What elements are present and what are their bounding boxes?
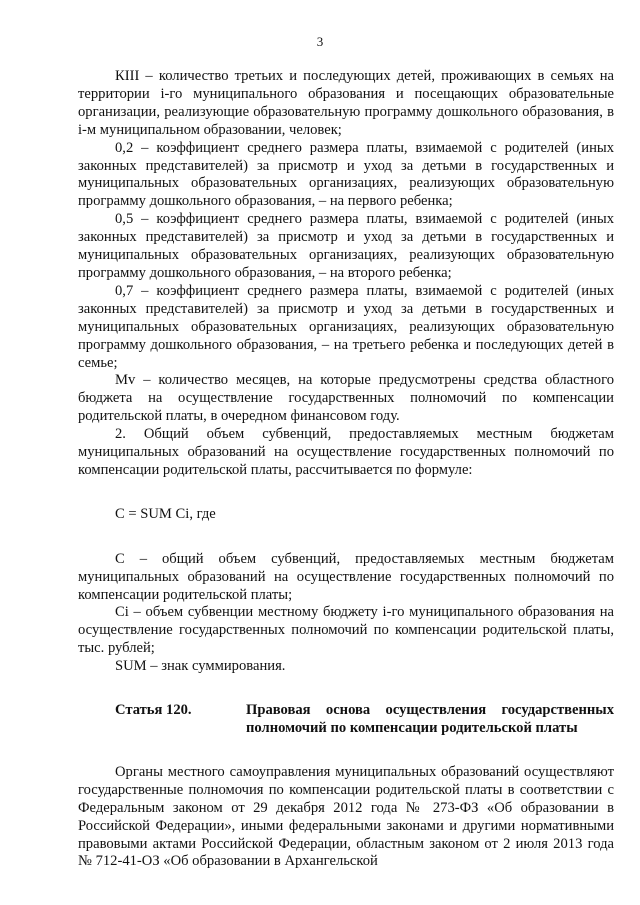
spacer xyxy=(78,676,614,702)
article-number: Статья 120. xyxy=(115,702,192,719)
paragraph-article-body: Органы местного самоуправления муниципальных образований осуществляют государственные полномочия по компенсации родительской платы в соответствии с Федеральным законом от 29 декабря 2012 года № 273-ФЗ «Об образовании в Российской Федерации», иными федеральными законами и другими нормативными правовыми актами Российской Федерации, областным законом от 2 июля 2013 года № 712-41-ОЗ «Об образовании в Архангельской xyxy=(78,763,614,870)
paragraph-coef-0-2: 0,2 – коэффициент среднего размера платы, взимаемой с родителей (иных законных представителей) за присмотр и уход за детьми в государственных и муниципальных образовательных организациях, реализующих образовательную программу дошкольного образования, – на первого ребенка; xyxy=(78,139,614,210)
paragraph-ci-definition: Сi – объем субвенции местному бюджету i-го муниципального образования на осуществление государственных полномочий по компенсации родительской платы, тыс. рублей; xyxy=(78,604,614,657)
article-heading xyxy=(78,702,614,738)
paragraph-months-definition: Мv – количество месяцев, на которые предусмотрены средства областного бюджета на осуществление государственных полномочий по компенсации родительской платы, в очередном финансовом году. xyxy=(78,372,614,425)
article-title: Правовая основа осуществления государственных полномочий по компенсации родительской платы xyxy=(246,702,614,736)
paragraph-coef-0-7: 0,7 – коэффициент среднего размера платы, взимаемой с родителей (иных законных представителей) за присмотр и уход за детьми в государственных и муниципальных образовательных организациях, реализующих образовательную программу дошкольного образования, – на третьего ребенка и последующих детей в семье; xyxy=(78,282,614,371)
page-number: 3 xyxy=(316,34,324,49)
paragraph-coef-0-5: 0,5 – коэффициент среднего размера платы, взимаемой с родителей (иных законных представителей) за присмотр и уход за детьми в государственных и муниципальных образовательных организациях, реализующих образовательную программу дошкольного образования, – на второго ребенка; xyxy=(78,211,614,281)
paragraph-clause-2: 2. Общий объем субвенций, предоставляемых местным бюджетам муниципальных образований на осуществление государственных полномочий по компенсации родительской платы, рассчитывается по формуле: xyxy=(78,426,614,478)
document-body xyxy=(78,68,614,871)
formula: С = SUM Сi, где xyxy=(115,505,216,522)
paragraph-sum-definition: SUM – знак суммирования. xyxy=(115,658,286,675)
spacer xyxy=(78,738,614,764)
paragraph-k3-definition: КIII – количество третьих и последующих детей, проживающих в семьях на территории i-го муниципального образования и посещающих образовательные организации, реализующие образовательную программу дошкольного образования, в i-м муниципальном образовании, человек; xyxy=(78,68,614,138)
paragraph-c-definition: С – общий объем субвенций, предоставляемых местным бюджетам муниципальных образований на осуществление государственных полномочий по компенсации родительской платы; xyxy=(78,550,614,603)
